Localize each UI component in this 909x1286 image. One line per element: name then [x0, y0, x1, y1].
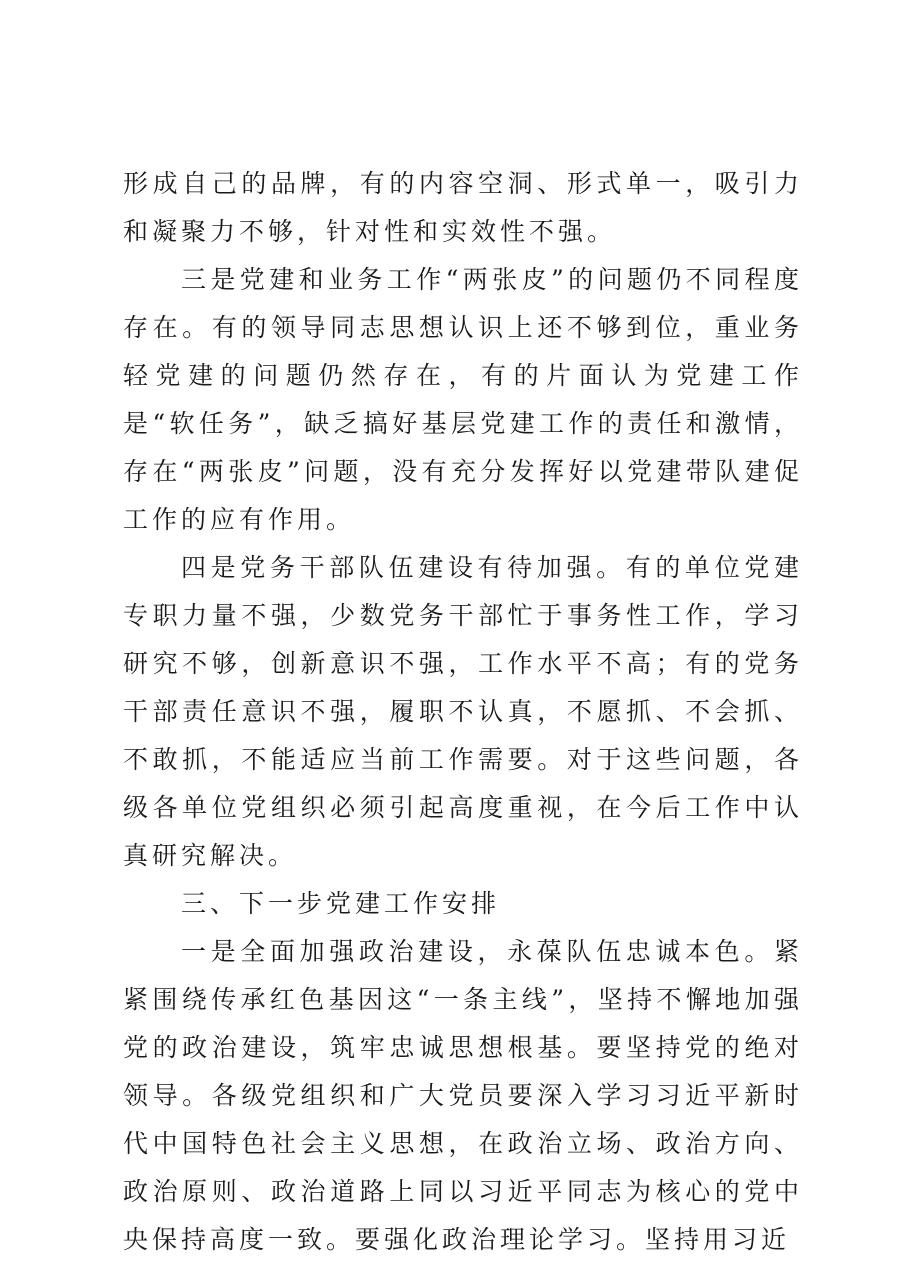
document-body	[123, 160, 803, 1264]
paragraph-continuation: 形成自己的品牌，有的内容空洞、形式单一，吸引力和凝聚力不够，针对性和实效性不强。	[123, 169, 803, 246]
paragraph-plan-one: 一是全面加强政治建设，永葆队伍忠诚本色。紧紧围绕传承红色基因这“一条主线”，坚持不懈地加强党的政治建设，筑牢忠诚思想根基。要坚持党的绝对领导。各级党组织和广大党员要深入学习习近平新时代中国特色社会主义思想，在政治立场、政治方向、政治原则、政治道路上同以习近平同志为核心的党中央保持高度一致。要强化政治理论学习。坚持用习近	[123, 937, 803, 1254]
section-heading: 三、下一步党建工作安排	[181, 889, 501, 918]
paragraph-issue-three: 三是党建和业务工作“两张皮”的问题仍不同程度存在。有的领导同志思想认识上还不够到位，重业务轻党建的问题仍然存在，有的片面认为党建工作是“软任务”，缺乏搞好基层党建工作的责任和激情，存在“两张皮”问题，没有充分发挥好以党建带队建促工作的应有作用。	[123, 265, 803, 534]
paragraph-issue-four: 四是党务干部队伍建设有待加强。有的单位党建专职力量不强，少数党务干部忙于事务性工作，学习研究不够，创新意识不强，工作水平不高；有的党务干部责任意识不强，履职不认真，不愿抓、不会抓、不敢抓，不能适应当前工作需要。对于这些问题，各级各单位党组织必须引起高度重视，在今后工作中认真研究解决。	[123, 553, 803, 870]
